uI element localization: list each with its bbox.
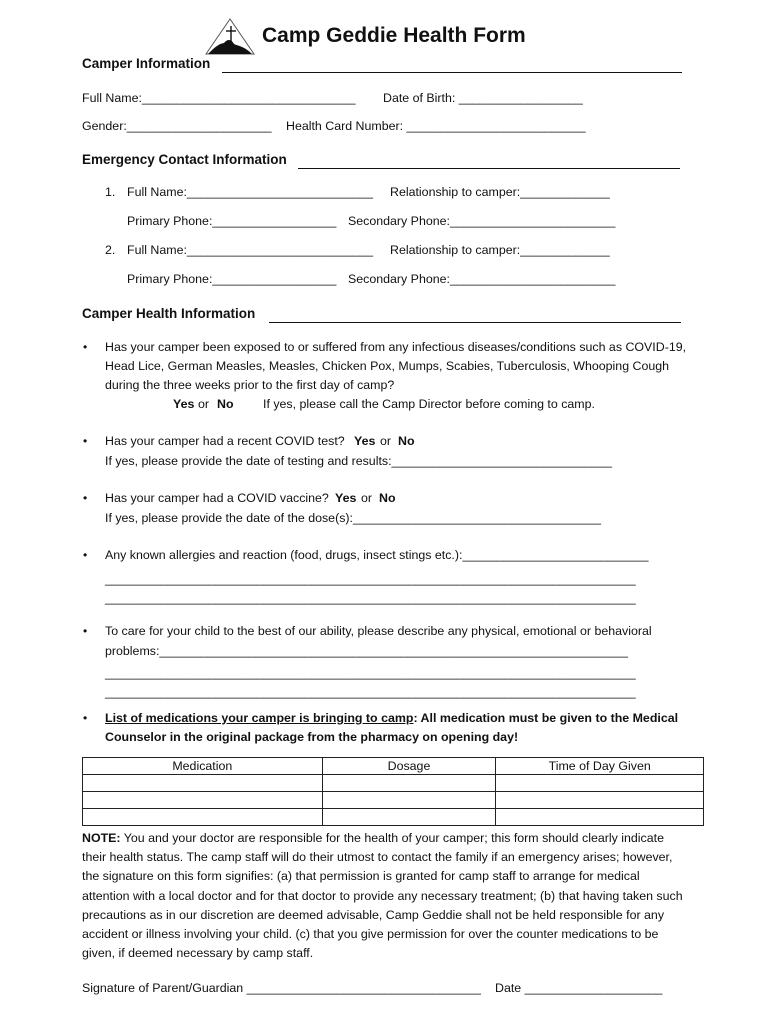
contact-1-primary-phone-field[interactable]: Primary Phone:__________________: [127, 214, 337, 228]
section-rule: [222, 72, 682, 73]
signature-field[interactable]: Signature of Parent/Guardian __________________________________: [82, 981, 481, 995]
bullet-icon: •: [83, 548, 88, 562]
signature-date-field[interactable]: Date ____________________: [495, 981, 663, 995]
bullet-icon: •: [83, 711, 88, 725]
covid-vaccine-date-field[interactable]: If yes, please provide the date of the dose(s):____________________________________: [105, 511, 602, 525]
or-label: or: [361, 491, 373, 505]
full-name-field[interactable]: Full Name:_______________________________: [82, 91, 356, 105]
question-covid-test: Has your camper had a recent COVID test?: [105, 434, 345, 448]
table-cell[interactable]: [83, 792, 323, 809]
table-cell[interactable]: [496, 775, 704, 792]
note-text: You and your doctor are responsible for the health of your camper; this form should clearly indicate their health status. The camp staff will do their utmost to contact the family if an emergency arises; however, the signature on this form signifies: (a) that permission is granted for camp staff to arrange for medical attention with a local doctor and for that doctor to provide any necessary treatment; (b) that having taken such precautions as in our discretion are deemed advisable, Camp Geddie shall not be held responsible for any accident or illness involving your child. (c) that you give permission for over the counter medications to be given, if deemed necessary by camp staff.: [82, 831, 683, 961]
question-care-needs: To care for your child to the best of our ability, please describe any physical, emotional or behavioral: [105, 624, 652, 638]
dob-field[interactable]: Date of Birth: __________________: [383, 91, 583, 105]
table-cell[interactable]: [322, 792, 496, 809]
table-cell[interactable]: [496, 809, 704, 826]
camp-logo-icon: [204, 16, 256, 56]
table-row: [83, 775, 704, 792]
medications-heading: [105, 709, 678, 728]
disclaimer-note: [82, 829, 690, 963]
covid-test-date-field[interactable]: If yes, please provide the date of testing and results:________________________________: [105, 454, 613, 468]
page-title: Camp Geddie Health Form: [262, 24, 526, 47]
note-label: NOTE:: [82, 831, 121, 845]
table-cell[interactable]: [496, 792, 704, 809]
allergies-line[interactable]: _____________________________________________________________________________: [105, 591, 636, 605]
allergies-field[interactable]: Any known allergies and reaction (food, drugs, insect stings etc.):___________________________: [105, 548, 649, 562]
contact-2-name-field[interactable]: Full Name:___________________________: [127, 243, 373, 257]
no-option[interactable]: No: [398, 434, 415, 448]
care-needs-line[interactable]: _____________________________________________________________________________: [105, 666, 636, 680]
col-medication: Medication: [83, 758, 323, 775]
contact-number: 1.: [105, 185, 116, 199]
contact-2-relationship-field[interactable]: Relationship to camper:_____________: [390, 243, 610, 257]
medications-title: List of medications your camper is bringing to camp: [105, 711, 414, 725]
no-option[interactable]: No: [217, 397, 234, 411]
table-header-row: [83, 758, 704, 775]
contact-1-name-field[interactable]: Full Name:___________________________: [127, 185, 373, 199]
section-camper-health: Camper Health Information: [82, 306, 256, 321]
contact-number: 2.: [105, 243, 116, 257]
table-row: [83, 792, 704, 809]
contact-1-relationship-field[interactable]: Relationship to camper:_____________: [390, 185, 610, 199]
medications-instruction-cont: Counselor in the original package from the pharmacy on opening day!: [105, 730, 519, 744]
bullet-icon: •: [83, 624, 88, 638]
gender-field[interactable]: Gender:_____________________: [82, 119, 272, 133]
care-needs-field[interactable]: problems:____________________________________________________________________: [105, 644, 628, 658]
yes-option[interactable]: Yes: [354, 434, 376, 448]
contact-2-secondary-phone-field[interactable]: Secondary Phone:________________________: [348, 272, 616, 286]
section-rule: [298, 168, 680, 169]
section-rule: [269, 322, 681, 323]
table-row: [83, 809, 704, 826]
col-time-of-day: Time of Day Given: [496, 758, 704, 775]
table-cell[interactable]: [83, 775, 323, 792]
question-infectious-exposure: Has your camper been exposed to or suffered from any infectious diseases/conditions such as COVID-19, Head Lice, German Measles, Measles, Chicken Pox, Mumps, Scabies, Tuberculosis, Whooping Cough during the three weeks prior to the first day of camp?: [105, 340, 687, 392]
yes-option[interactable]: Yes: [335, 491, 357, 505]
no-option[interactable]: No: [379, 491, 396, 505]
allergies-line[interactable]: _____________________________________________________________________________: [105, 572, 636, 586]
or-label: or: [198, 397, 210, 411]
table-cell[interactable]: [322, 775, 496, 792]
table-cell[interactable]: [83, 809, 323, 826]
or-label: or: [380, 434, 392, 448]
contact-1-secondary-phone-field[interactable]: Secondary Phone:________________________: [348, 214, 616, 228]
yes-option[interactable]: Yes: [173, 397, 195, 411]
health-card-field[interactable]: Health Card Number: __________________________: [286, 119, 586, 133]
bullet-icon: •: [83, 491, 88, 505]
medication-table: [82, 757, 704, 826]
medications-instruction: : All medication must be given to the Medical: [413, 711, 679, 725]
care-needs-line[interactable]: _____________________________________________________________________________: [105, 685, 636, 699]
section-camper-information: Camper Information: [82, 56, 211, 71]
infectious-instruction: If yes, please call the Camp Director before coming to camp.: [263, 397, 595, 411]
question-covid-vaccine: Has your camper had a COVID vaccine?: [105, 491, 329, 505]
section-emergency-contact: Emergency Contact Information: [82, 152, 287, 167]
bullet-icon: •: [83, 434, 88, 448]
col-dosage: Dosage: [322, 758, 496, 775]
table-cell[interactable]: [322, 809, 496, 826]
contact-2-primary-phone-field[interactable]: Primary Phone:__________________: [127, 272, 337, 286]
bullet-icon: •: [83, 340, 88, 354]
